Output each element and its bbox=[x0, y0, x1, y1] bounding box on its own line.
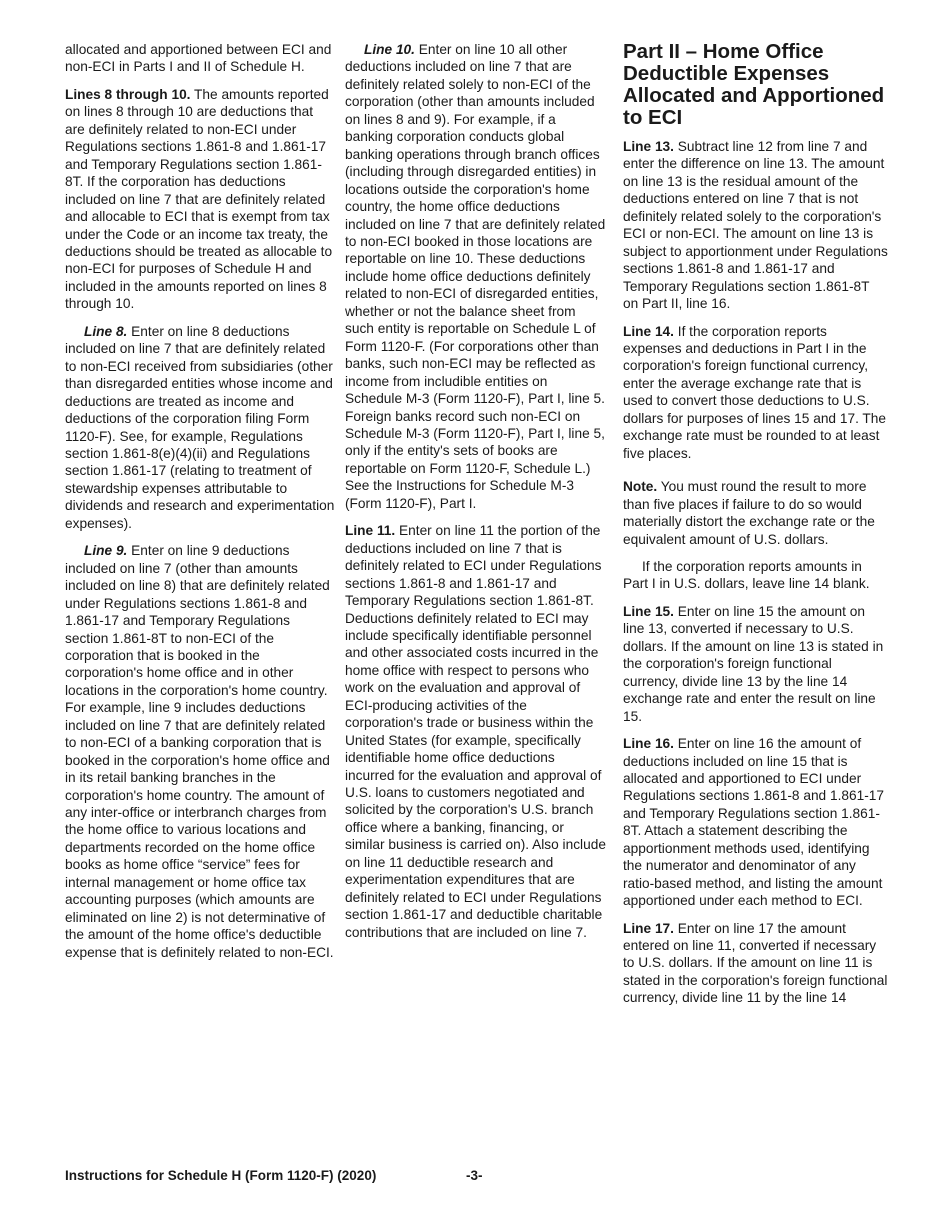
text-line-17: Enter on line 17 the amount entered on line 11, converted if necessary to U.S. dollars. If the amount on line 11 is stated in the corporation's foreign functional currency, divide line 11 by the line 14 bbox=[623, 920, 888, 1006]
text-line-11: Enter on line 11 the portion of the deductions included on line 7 that is definitely related to ECI under Regulations sections 1.861-8 and 1.861-17 and Temporary Regulations section 1.861-8T. Deductions definitely related to ECI may include specifically identifiable personnel and other associated costs incurred in the home office with respect to persons who work on the evaluation and approval of ECI-producing activities of the corporation's trade or business within the United States (for example, specifically identifiable home office deductions incurred for the evaluation and approval of U.S. loans to customers negotiated and solicited by the corporation's U.S. branch office where a banking, financing, or similar business is carried on). Also include on line 11 deductible research and experimentation expenditures that are definitely related to ECI under Regulations section 1.861-17 and deductible charitable contributions that are included on line 7. bbox=[345, 523, 606, 940]
paragraph-lines-8-through-10 bbox=[65, 86, 335, 313]
heading-line-16: Line 16. bbox=[623, 736, 674, 752]
heading-line-8: Line 8. bbox=[84, 323, 128, 339]
column-middle bbox=[345, 41, 607, 951]
paragraph-line-17 bbox=[623, 920, 888, 1007]
paragraph-note-followup: If the corporation reports amounts in Part I in U.S. dollars, leave line 14 blank. bbox=[623, 558, 870, 592]
text-line-10: Enter on line 10 all other deductions included on line 7 that are definitely related solely to non-ECI of the corporation (other than amounts included on lines 8 and 9). For example, if a banking corporation conducts global banking operations through branch offices (including through disregarded entities) in locations outside the corporation's home country, the home office deductions included on line 7 that are definitely related to non-ECI booked in those locations are reportable on line 10. These deductions include home office deductions definitely related to non-ECI of disregarded entities, whether or not the balance sheet from such entity is reportable on Schedule L of Form 1120-F. (For corporations other than banks, such non-ECI may be reflected as income from includible entities on Schedule M-3 (Form 1120-F), Part I, line 5. Foreign banks record such non-ECI on Schedule M-3 (Form 1120-F), Part I, line 5, only if the entity's sets of books are reportable on Form 1120-F, Schedule L.) See the Instructions for Schedule M-3 (Form 1120-F), Part I. bbox=[345, 42, 606, 511]
paragraph-line-14 bbox=[623, 323, 888, 463]
text-lines-8-through-10: The amounts reported on lines 8 through 10 are deductions that are definitely related to non-ECI under Regulations sections 1.861-8 and 1.861-17 and Temporary Regulations section 1.861-8T. If the corporation has deductions included on line 7 that are definitely related and allocable to ECI that is exempt from tax under the Code or an income tax treaty, the deductions should be treated as allocable to non-ECI for purposes of Schedule H and included in the amounts reported on lines 8 through 10. bbox=[65, 86, 333, 312]
paragraph-continued: allocated and apportioned between ECI and non-ECI in Parts I and II of Schedule H. bbox=[65, 42, 332, 75]
heading-line-10: Line 10. bbox=[364, 42, 415, 57]
footer-title: Instructions for Schedule H (Form 1120-F) (2020) bbox=[65, 1168, 377, 1183]
heading-line-17: Line 17. bbox=[623, 920, 674, 936]
text-note: You must round the result to more than five places if failure to do so would materially distort the exchange rate or the equivalent amount of U.S. dollars. bbox=[623, 479, 875, 547]
paragraph-line-9 bbox=[65, 542, 335, 961]
text-line-8: Enter on line 8 deductions included on line 7 that are definitely related to non-ECI received from subsidiaries (other than disregarded entities whose income and deductions are treated as income and deductions of the corporation filing Form 1120-F). See, for example, Regulations section 1.861-8(e)(4)(ii) and Regulations section 1.861-17 (relating to treatment of stewardship expenses attributable to dividends and research and experimentation expenses). bbox=[65, 323, 335, 531]
text-line-9: Enter on line 9 deductions included on line 7 (other than amounts included on line 8) that are definitely related under Regulations sections 1.861-8 and 1.861-17 and Temporary Regulations section 1.861-8T to non-ECI of the corporation that is booked in the corporation's home office and in other locations in the corporation's home country. For example, line 9 includes deductions included on line 7 that are definitely related to non-ECI of a banking corporation that is booked in the corporation's home office and in its retail banking branches in the corporation's home country. The amount of any inter-office or interbranch charges from the home office to various locations and departments recorded on the home office books as home office “service” fees for internal management or home office tax accounting purposes (which amounts are eliminated on line 2) is not determinative of the amount of the home office's deductible expense that is definitely related to non-ECI. bbox=[65, 543, 334, 960]
part-ii-title: Part II – Home Office Deductible Expenses Allocated and Apportioned to ECI bbox=[623, 40, 885, 129]
column-right bbox=[623, 41, 888, 1017]
page-number: -3- bbox=[466, 1168, 483, 1183]
text-line-16: Enter on line 16 the amount of deductions included on line 15 that is allocated and apportioned to ECI under Regulations sections 1.861-8 and 1.861-17 and Temporary Regulations section 1.861-8T. Attach a statement describing the apportionment methods used, identifying the numerator and denominator of any ratio-based method, and listing the amount apportioned under each method to ECI. bbox=[623, 736, 885, 909]
text-line-13: Subtract line 12 from line 7 and enter the difference on line 13. The amount on line 13 is the residual amount of the deductions entered on line 7 that is not definitely related solely to the corporation's ECI or non-ECI. The amount on line 13 is subject to apportionment under Regulations sections 1.861-8 and 1.861-17 and Temporary Regulations section 1.861-8T on Part II, line 16. bbox=[623, 139, 888, 312]
heading-line-14: Line 14. bbox=[623, 323, 674, 339]
paragraph-line-10 bbox=[345, 41, 607, 512]
paragraph-line-16 bbox=[623, 735, 888, 910]
paragraph-line-11 bbox=[345, 522, 607, 941]
paragraph-line-15 bbox=[623, 603, 888, 725]
heading-note: Note. bbox=[623, 479, 658, 495]
paragraph-line-8 bbox=[65, 323, 335, 532]
column-left bbox=[65, 41, 335, 971]
heading-lines-8-through-10: Lines 8 through 10. bbox=[65, 86, 191, 102]
heading-line-15: Line 15. bbox=[623, 603, 674, 619]
text-line-14: If the corporation reports expenses and deductions in Part I in the corporation's foreign functional currency, enter the average exchange rate that is used to convert those deductions to U.S. dollars for purposes of lines 15 and 17. The exchange rate must be rounded to at least five places. bbox=[623, 323, 887, 461]
heading-line-11: Line 11. bbox=[345, 523, 396, 539]
heading-line-9: Line 9. bbox=[84, 543, 128, 559]
heading-line-13: Line 13. bbox=[623, 139, 674, 154]
text-line-15: Enter on line 15 the amount on line 13, converted if necessary to U.S. dollars. If the amount on line 13 is stated in the corporation's foreign functional currency, divide line 13 by the line 14 exchange rate and enter the result on line 15. bbox=[623, 603, 884, 724]
paragraph-note bbox=[623, 478, 888, 548]
paragraph-line-13 bbox=[623, 138, 888, 313]
